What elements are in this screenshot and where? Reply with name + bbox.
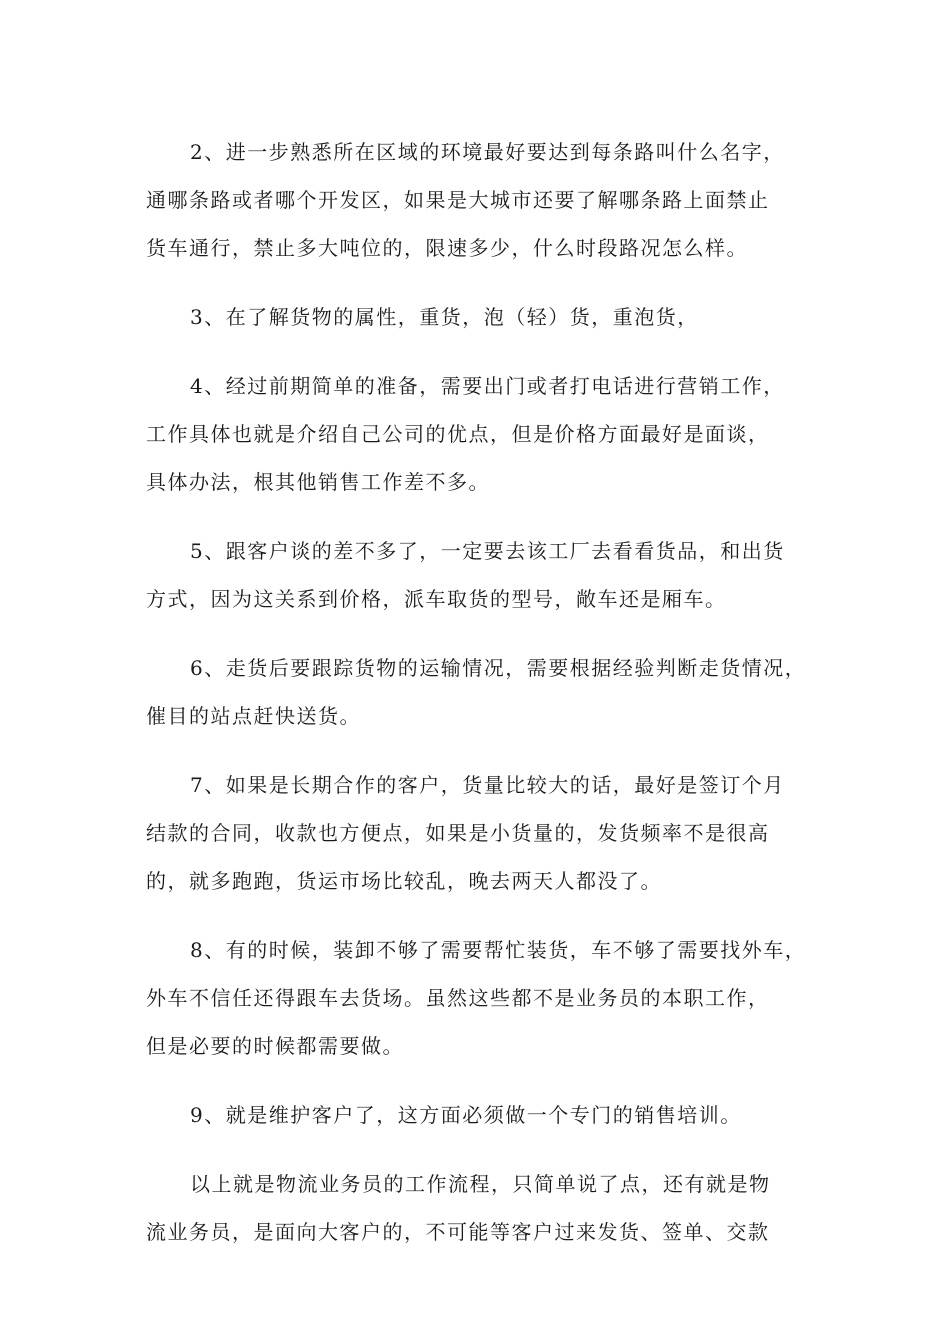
text-line: 通哪条路或者哪个开发区，如果是大城市还要了解哪条路上面禁止: [146, 188, 770, 212]
text-line: 4、经过前期简单的准备，需要出门或者打电话进行营销工作，: [190, 374, 785, 398]
paragraph-8: [146, 926, 826, 1070]
text-line: 7、如果是长期合作的客户，货量比较大的话，最好是签订个月: [190, 773, 785, 797]
paragraph-7: [146, 761, 826, 905]
paragraph-9: [146, 1091, 826, 1139]
paragraph-2: [146, 128, 826, 272]
paragraph-6: [146, 644, 826, 740]
text-line: 外车不信任还得跟车去货场。虽然这些都不是业务员的本职工作，: [146, 986, 770, 1010]
text-line: 工作具体也就是介绍自己公司的优点，但是价格方面最好是面谈，: [146, 422, 770, 446]
paragraph-5: [146, 527, 826, 623]
paragraph-4: [146, 362, 826, 506]
text-line: 3、在了解货物的属性，重货，泡（轻）货，重泡货，: [190, 305, 699, 329]
text-line: 但是必要的时候都需要做。: [146, 1034, 404, 1058]
text-line: 催目的站点赶快送货。: [146, 704, 361, 728]
text-line: 流业务员，是面向大客户的，不可能等客户过来发货、签单、交款: [146, 1220, 770, 1244]
text-line: 6、走货后要跟踪货物的运输情况，需要根据经验判断走货情况，: [190, 656, 807, 680]
text-line: 具体办法，根其他销售工作差不多。: [146, 470, 490, 494]
text-line: 货车通行，禁止多大吨位的，限速多少，什么时段路况怎么样。: [146, 236, 748, 260]
text-line: 8、有的时候，装卸不够了需要帮忙装货，车不够了需要找外车，: [190, 938, 807, 962]
document-body: [146, 128, 826, 1277]
text-line: 9、就是维护客户了，这方面必须做一个专门的销售培训。: [190, 1103, 742, 1127]
text-line: 方式，因为这关系到价格，派车取货的型号，敞车还是厢车。: [146, 587, 727, 611]
text-line: 以上就是物流业务员的工作流程，只简单说了点，还有就是物: [190, 1172, 771, 1196]
text-line: 结款的合同，收款也方便点，如果是小货量的，发货频率不是很高: [146, 821, 770, 845]
text-line: 的，就多跑跑，货运市场比较乱，晚去两天人都没了。: [146, 869, 662, 893]
text-line: 2、进一步熟悉所在区域的环境最好要达到每条路叫什么名字，: [190, 140, 785, 164]
text-line: 5、跟客户谈的差不多了，一定要去该工厂去看看货品，和出货: [190, 539, 785, 563]
paragraph-summary: [146, 1160, 826, 1256]
paragraph-3: [146, 293, 826, 341]
